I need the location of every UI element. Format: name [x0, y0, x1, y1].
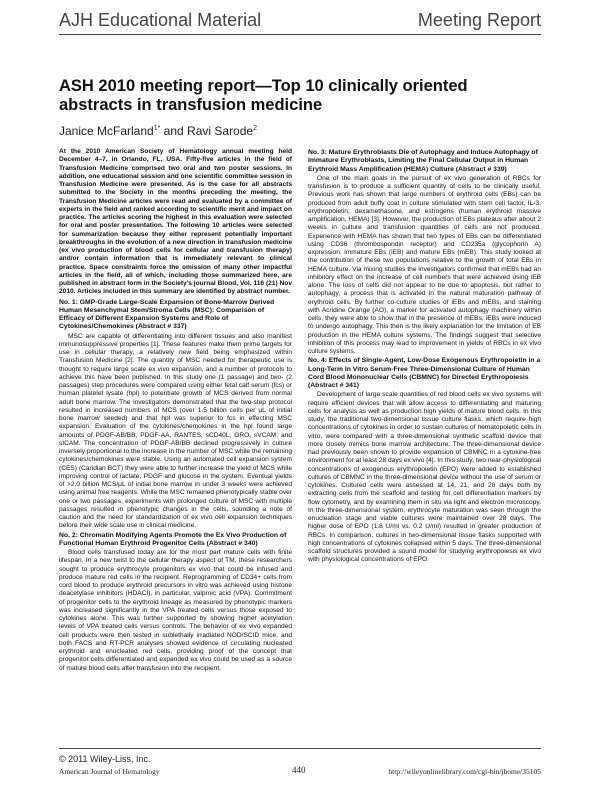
author-2-affiliation: 2 [253, 125, 257, 132]
section-1-body: MSC are capable of differentiating into different tissues and also manifest immunosuppressive properties [1]. These features make them prime targets for use in cellular therapy, a relatively new field being emphasized within Transfusion Medicine [2]. The quantity of MSC needed for therapeutic use is thought to require large scale ex vivo expansion, and a number of protocols to achieve this have been published. In this study one (1 passage) and two- (2 passages) step procedures were compared using either fetal calf serum (fcs) or human platelet lysate (hpl) to potentiate growth of MCS derived from normal adult bone marrow. The investigators demonstrated that the two-step protocol resulted in increased numbers of MCS (over 1.5 billion cells per μL of initial bone marrow seeded) and that hpl was superior to fcs in effecting MSC expansion. Evaluation of the cytokines/chemokines in the hpl found large amounts of PDGF-AB/BB, PDGF-AA, RANTES, sCD40L, GRO, sVCAM, and sICAM. The concentration of PDGF-AB/BB declined progressively in culture inversely proportional to the increase in the number of MSC while the remaining cytokines/chemokines were stable. Using an automated cell expansion system (CES) (Caridian BCT) they were able to further increase the yield of MCS while improving control of lactate, PDGF and glucose in the system. Eventual yields of >2.0 billion MCS/μL of initial bone marrow in under 3 weeks were achieved using animal free reagents. While the MSC remained phenotypically stable over one or two passages, experiments with prolonged culture of MSC with multiple passages resulted in phenotypic changes in the cells, sounding a note of caution and the need for standardization of ex vivo cell expansion techniques before their wide scale use in clinical medicine. [59, 332, 292, 530]
journal-name: American Journal of Hematology [59, 767, 160, 776]
section-3-body: One of the main goals in the pursuit of ex vivo generation of RBCs for transfusion is to produce a sufficient quantity of cells to be clinically useful. Previous work has shown that large numbers of erythroid cells (EBs) can be produced from adult buffy coat in culture stimulated with stem cell factor, IL-3, erythropoietin, dexamethasone, and estrogens (human erythroid massive amplification, HEMA) [3]. However, the production of EBs plateaus after about 2 weeks in culture and transfusion quantities of cells are not produced. Experience with HEMA has shown that two types of EBs can be differentiated using CD36 (thrombospondin receptor) and CD235a (glycophorin A) expression: immature EBs (iEB) and mature EBs (mEB). This study looked at the contribution of these two populations relative to the growth of total EBs in HEMA culture. Via mixing studies the investigators confirmed that mEBs had an inhibitory effect on the increase of cell numbers that were achieved using iEB alone. The loss of cells did not appear to be due to apoptosis, but rather to autophagy, a process that is activated in the natural maturation pathway of erythroid cells. By further co-culture studies of iEBs and mEBs, and staining with Acridine Orange (AO), a marker for activated autophagy machinery within cells, they were able to show that in the presence of mEBs, iEBs were induced to undergo autophagy. This then is the likely explanation for the limitation of EB production in the HEMA culture systems. The findings suggest that selective inhibition of this process may lead to improvement in yields of RBCs in ex vivo culture systems. [308, 174, 541, 355]
article-type-label: Meeting Report [417, 10, 541, 30]
abstract-paragraph: At the 2010 American Society of Hematology annual meeting held December 4–7, in Orlando, FL, USA. Fifty-five articles in the field of Transfusion Medicine comprised two oral and two poster sessions. In addition, one educational session and one scientific committee session in Transfusion Medicine were presented. As is the case for all abstracts submitted to the Society in the months preceding the meeting, the Transfusion Medicine articles were read and evaluated by a committee of experts in the field and ranked according to scientific merit and impact on practice. The articles scoring the highest in this evaluation were selected for oral and poster presentation. The following 10 articles were selected for summarization because they either represent potentially important breakthroughs in the evolution of a new direction in transfusion medicine (ex vivo production of blood cells for cellular and transfusion therapy) and/or contain information that is immediately relevant to clinical practice. Space constraints force the omission of many other impactful articles in the field, all of which, including those summarized here, are published in abstract form in the Society's journal Blood, Vol. 116 (21) Nov 2010. Articles included in this summary are identified by abstract number. [59, 148, 292, 296]
author-line [59, 124, 257, 138]
copyright-notice: © 2011 Wiley-Liss, Inc. [59, 754, 151, 764]
header-rule [59, 34, 541, 35]
section-label: AJH Educational Material [59, 10, 262, 30]
left-column [59, 148, 292, 758]
section-4-body: Development of large scale quantities of red blood cells ex vivo systems will require efficient devices that will allow access to differentiating and maturing cells for analysis as well as production high yields of mature blood cells. In this study, the traditional two-dimensional tissue culture flasks, which require high concentrations of cytokines in order to sustain cultures of hematopoietic cells in vitro, were compared with a three-dimensional synthetic scaffold device that more closely mimics bone marrow architecture. The three-dimensional device had previously been shown to provide expansion of CBMNC in a cytokine-free environment for at least 28 days ex vivo [4]. In this study, two near-physiological concentrations of exogenous erythropoietin (EPO) were added to established cultures of CBMNC in the three-dimensional device without the use of serum or cytokines. Cultured cells were assessed at 14, 21, and 28 days both by extracting cells from the scaffold and testing for cell differentiation markers by flow cytometry, and by examining them in situ via light and electron microscopy. In the three-dimensional system, erythrocyte maturation was seen through the enucleation stage and viable cultures were maintained over 28 days. The higher dose of EPO (1.8 U/ml vs. 0.2 U/ml) resulted in greater production of RBCs. In comparison, cultures in two-dimensional tissue flasks supported with high concentrations of cytokines collapsed within 5 days. The three-dimensional scaffold structures provided a sound model for studying erythropoiesis ex vivo with physiological concentrations of EPO. [308, 391, 541, 564]
section-4-heading: No. 4: Effects of Single-Agent, Low-Dose Exogenous Erythropoietin in a Long-Term In Vitro Serum-Free Three-Dimensional Culture of Human Cord Blood Mononuclear Cells (CBMNC) for Directed Erythropoiesis (Abstract # 341) [308, 357, 541, 389]
page-number: 440 [292, 765, 306, 775]
author-1-affiliation: 1* [153, 125, 161, 132]
section-1-heading: No. 1: GMP-Grade Large-Scale Expansion of Bone-Marrow Derived Human Mesenchymal Stem/Stroma Cells (MSC): Comparison of Efficacy of Different Expansion Systems and Role of Cytokines/Chemokines (Abstract # 337) [59, 298, 275, 331]
author-2-name: Ravi Sarode [187, 124, 254, 138]
article-title: ASH 2010 meeting report—Top 10 clinically oriented abstracts in transfusion medicine [59, 77, 468, 114]
running-header [59, 10, 541, 36]
author-conjunction: and [160, 124, 188, 138]
section-2-body: Blood cells transfused today are for the most part mature cells with finite lifespan. In a new twist to the cellular therapy aspect of TM, these researchers sought to produce erythrocyte progenitors ex vivo that could be infused and produce mature red cells in the recipient. Reprogramming of CD34+ cells from cord blood to produce erythroid precursors in vitro was achieved using histone deacetylase inhibitors (HDACI), in particular, valproic acid (VPA). Commitment of progenitor cells to the erythroid lineage as measured by phenotypic markers was increased significantly in the VPA treated cells versus those exposed to cytokines alone. This was further supported by showing higher acetylation levels of VPA treated cells versus controls. The behavior of ex vivo expanded cell products were then tested in sublethally irradiated NOD/SCID mice, and both FACS and RT-PCR analyses showed evidence of circulating nucleated erythroid and enucleated red cells, providing proof of the concept that progenitor cells differentiated and expanded ex vivo could be used as a source of mature blood cells after transfusion into the recipient. [59, 549, 292, 672]
right-column [308, 148, 541, 758]
author-1-name: Janice McFarland [59, 124, 154, 138]
section-2-heading: No. 2: Chromatin Modifying Agents Promote the Ex Vivo Production of Functional Human Erythroid Progenitor Cells (Abstract # 340) [59, 531, 287, 547]
journal-url-link[interactable]: http://wileyonlinelibrary.com/cgi-bin/jhome/35105 [388, 767, 541, 776]
section-3-heading: No. 3: Mature Erythroblasts Die of Autophagy and Induce Autophagy of Immature Erythroblasts, Limiting the Final Cellular Output in Human Erythroid Mass Amplification (HEMA) Culture (Abstract # 339) [308, 149, 538, 173]
footer-rule [59, 748, 541, 749]
